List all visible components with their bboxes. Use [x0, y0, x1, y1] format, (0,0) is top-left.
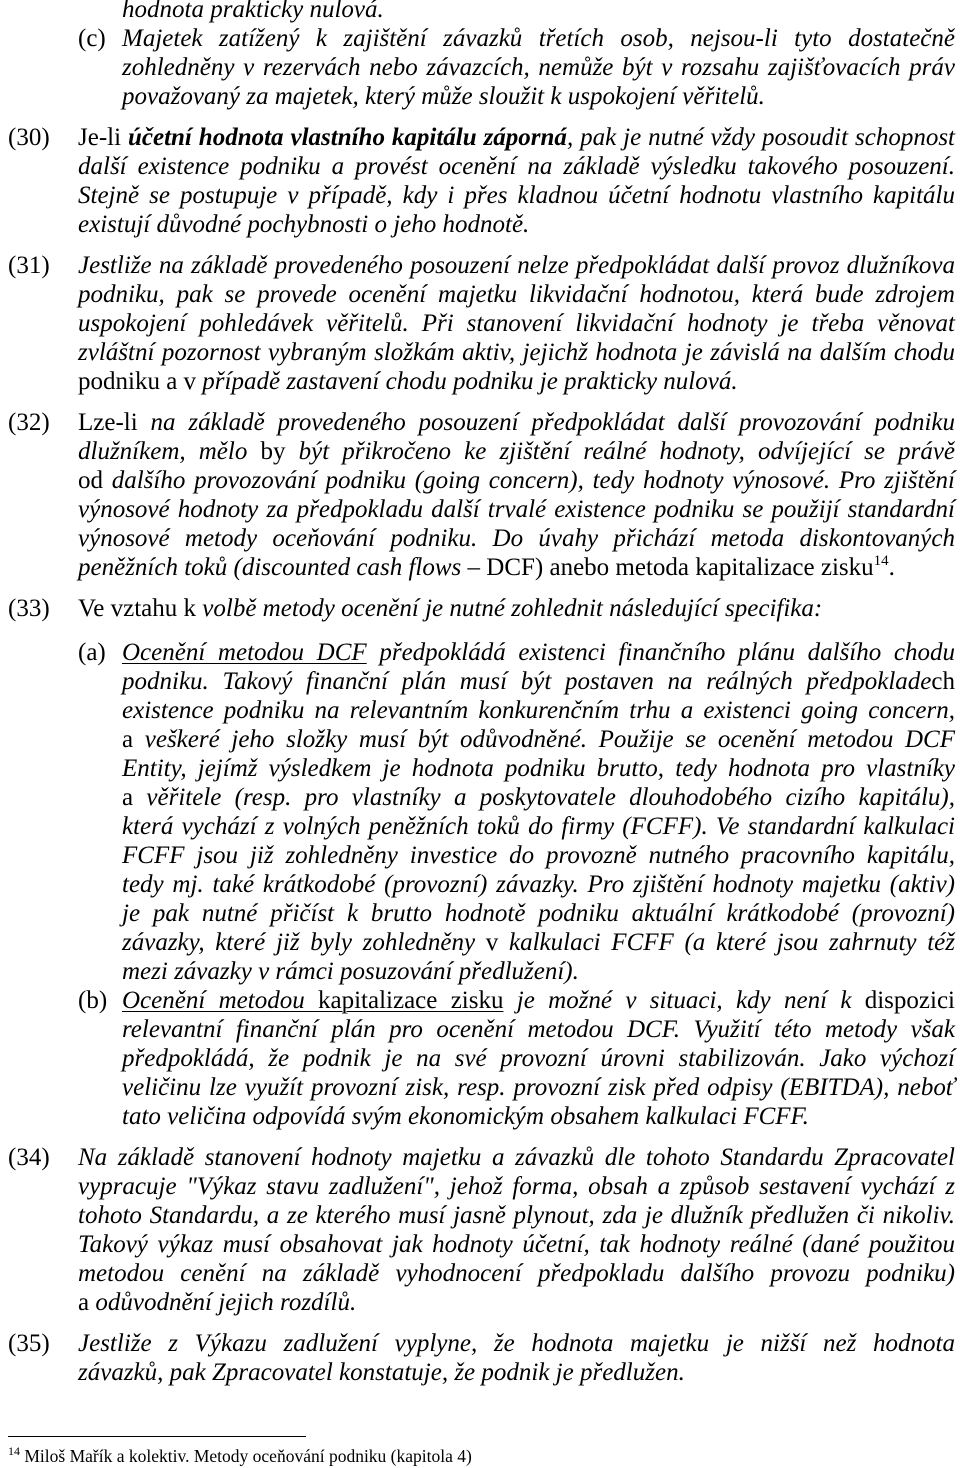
text-run: a — [122, 784, 147, 811]
text-line — [78, 466, 955, 495]
text-run: Entity, jejímž výsledkem je hodnota podniku brutto, tedy hodnota pro vlastníky — [122, 755, 955, 782]
paragraph-33 — [0, 594, 960, 623]
text-run: mezi závazky v rámci posuzování předlužení). — [122, 958, 579, 985]
text-line — [122, 696, 955, 725]
text-run: uspokojení pohledávek věřitelů. Při stanovení likvidační hodnoty je třeba věnovat — [78, 310, 955, 337]
footnote-number: 14 — [8, 1444, 20, 1458]
paragraph-number: (c) — [78, 25, 106, 52]
text-run: od — [78, 467, 112, 494]
text-run: závazky, které již byly zohledněny — [122, 929, 486, 956]
footnote-text: Miloš Mařík a kolektiv. Metody oceňování podniku (kapitola 4) — [24, 1446, 472, 1466]
text-line — [78, 1230, 955, 1259]
text-line — [122, 928, 955, 957]
text-line — [122, 841, 955, 870]
footnote-separator — [8, 1436, 306, 1437]
text-line — [78, 280, 955, 309]
text-run: Na základě stanovení hodnoty majetku a závazků dle tohoto Standardu Zpracovatel — [78, 1144, 955, 1171]
text-line — [78, 437, 955, 466]
text-run: peněžních toků (discounted cash flows – — [78, 554, 487, 581]
paragraph-number: (31) — [8, 252, 50, 279]
text-run: Majetek zatížený k zajištění závazků třetích osob, nejsou-li tyto dostatečně — [122, 25, 955, 52]
text-run: Lze-li — [78, 409, 151, 436]
text-run: DCF) anebo metoda kapitalizace zisku — [486, 554, 874, 581]
text-line — [78, 594, 955, 623]
paragraph-c — [0, 24, 960, 111]
paragraph-b — [0, 986, 960, 1131]
text-line — [78, 1259, 955, 1288]
text-run: Jestliže na základě provedeného posouzení nelze předpokládat další provoz dlužníkova — [78, 252, 955, 279]
text-line — [78, 1201, 955, 1230]
text-run: v — [485, 929, 509, 956]
text-run: předpokládá existenci finančního plánu dalšího chodu — [366, 639, 955, 666]
text-line — [78, 524, 955, 553]
text-line — [122, 957, 955, 986]
text-line — [78, 309, 955, 338]
paragraph-number: (30) — [8, 124, 50, 151]
text-line — [78, 1358, 955, 1387]
text-run: podniku. Takový finanční plán musí být postaven na reálných předpoklade — [122, 668, 932, 695]
text-line — [122, 1044, 955, 1073]
text-line — [122, 1102, 955, 1131]
text-run: , pak je nutné vždy posoudit schopnost — [566, 124, 956, 151]
text-run: být přikročeno ke zjištění reálné hodnoty, odvíjející se právě — [298, 438, 956, 465]
paragraph-34 — [0, 1143, 960, 1317]
text-line — [78, 553, 955, 582]
text-run: relevantní finanční plán pro ocenění metodou DCF. Využití této metody však — [122, 1016, 955, 1043]
text-line — [122, 899, 955, 928]
paragraph-continuation — [0, 0, 960, 24]
paragraph-number: (a) — [78, 639, 106, 666]
text-run: Ocenění metodou DCF — [122, 639, 367, 666]
text-run: věřitele (resp. pro vlastníky a poskytovatele dlouhodobého cizího kapitálu), — [146, 784, 955, 811]
text-run: je pak nutné přičíst k brutto hodnotě podniku aktuální krátkodobé (provozní) — [122, 900, 955, 927]
paragraph-number: (32) — [8, 409, 50, 436]
text-run: ch — [931, 668, 955, 695]
text-line — [78, 210, 955, 239]
text-line — [122, 783, 955, 812]
paragraph-number: (b) — [78, 987, 108, 1014]
text-line — [122, 870, 955, 899]
paragraph-32 — [0, 408, 960, 582]
text-run: dispozici — [864, 987, 955, 1014]
text-run: Stejně se postupuje v případě, kdy i přes kladnou účetní hodnotu vlastního kapitálu — [78, 182, 955, 209]
text-run: FCFF jsou již zohledněny investice do provozně nutného pracovního kapitálu, — [122, 842, 955, 869]
text-run: . — [888, 554, 895, 581]
text-run: výnosové hodnoty za předpokladu další trvalé existence podniku se použijí standardní — [78, 496, 955, 523]
paragraph-number: (34) — [8, 1144, 50, 1171]
text-line — [78, 1172, 955, 1201]
text-line — [122, 986, 955, 1015]
text-line — [122, 754, 955, 783]
text-line — [122, 1015, 955, 1044]
text-run: tato veličina odpovídá svým ekonomickým obsahem kalkulaci FCFF. — [122, 1103, 809, 1130]
text-line — [78, 1143, 955, 1172]
text-run: je možné v situaci, kdy není k — [503, 987, 865, 1014]
text-run: podniku a v — [78, 368, 203, 395]
text-line — [78, 495, 955, 524]
text-line — [122, 725, 955, 754]
text-run: kalkulaci FCFF (a které jsou zahrnuty též — [508, 929, 955, 956]
footnote-reference: 14 — [873, 553, 889, 569]
paragraph-number: (33) — [8, 595, 50, 622]
text-line — [122, 638, 955, 667]
text-run: veličinu lze využít provozní zisk, resp. provozní zisk před odpisy (EBITDA), neboť — [122, 1074, 955, 1101]
paragraph-35 — [0, 1329, 960, 1387]
text-line — [122, 812, 955, 841]
text-run: Jestliže z Výkazu zadlužení vyplyne, že hodnota majetku je nižší než hodnota — [78, 1330, 955, 1357]
text-run: Ve vztahu k — [78, 595, 203, 622]
text-run: další existence podniku a provést ocenění na základě výsledku takového posouzení. — [78, 153, 955, 180]
text-run: dlužníkem, mělo — [78, 438, 261, 465]
text-line — [78, 338, 955, 367]
text-run: tohoto Standardu, a ze kterého musí jasně plynout, zda je dlužník předlužen či nikoliv. — [78, 1202, 955, 1229]
paragraph-31 — [0, 251, 960, 396]
text-line — [78, 181, 955, 210]
text-run: odůvodnění jejich rozdílů. — [95, 1289, 357, 1316]
text-run: Takový výkaz musí obsahovat jak hodnoty účetní, tak hodnoty reálné (dané použitou — [78, 1231, 955, 1258]
text-run: účetní hodnota vlastního kapitálu záporná — [127, 124, 567, 151]
text-run: vypracuje "Výkaz stavu zadlužení", jehož forma, obsah a způsob sestavení vychází z — [78, 1173, 955, 1200]
text-run: kapitalizace zisku — [318, 987, 504, 1014]
text-run: a — [78, 1289, 96, 1316]
text-line — [78, 408, 955, 437]
text-run: Je-li — [78, 124, 128, 151]
paragraph-a — [0, 638, 960, 986]
text-line — [78, 123, 955, 152]
text-run: tedy mj. také krátkodobé (provozní) závazky. Pro zjištění hodnoty majetku (aktiv) — [122, 871, 955, 898]
paragraph-number: (35) — [8, 1330, 50, 1357]
text-line — [122, 24, 955, 53]
text-run: by — [260, 438, 299, 465]
text-line — [122, 0, 955, 24]
text-line — [78, 251, 955, 280]
text-run: dalšího provozování podniku (going concern), tedy hodnoty výnosové. Pro zjištění — [111, 467, 955, 494]
text-line — [122, 53, 955, 82]
text-run: existují důvodné pochybnosti o jeho hodnotě. — [78, 211, 530, 238]
text-run: hodnota prakticky nulová. — [122, 0, 384, 23]
paragraph-30 — [0, 123, 960, 239]
text-run: zohledněny v rezervách nebo závazcích, nemůže být v rozsahu zajišťovacích práv — [122, 54, 955, 81]
text-line — [122, 82, 955, 111]
text-line — [78, 1329, 955, 1358]
text-line — [122, 1073, 955, 1102]
text-run: která vychází z volných peněžních toků do firmy (FCFF). Ve standardní kalkulaci — [122, 813, 955, 840]
text-run: případě zastavení chodu podniku je prakticky nulová. — [202, 368, 738, 395]
text-run: zvláštní pozornost vybraným složkám aktiv, jejichž hodnota je závislá na dalším chodu — [78, 339, 955, 366]
text-run: předpokládá, že podnik je na své provozní úrovni stabilizován. Jako výchozí — [122, 1045, 955, 1072]
text-run: závazků, pak Zpracovatel konstatuje, že podnik je předlužen. — [78, 1359, 685, 1386]
text-run: na základě provedeného posouzení předpokládat další provozování podniku — [150, 409, 955, 436]
text-line — [78, 367, 955, 396]
text-run: Ocenění metodou — [122, 987, 319, 1014]
text-run: podniku, pak se provede ocenění majetku likvidační hodnotou, která bude zdrojem — [78, 281, 955, 308]
text-run: veškeré jeho složky musí být odůvodněné. Použije se ocenění metodou DCF — [144, 726, 955, 753]
text-line — [122, 667, 955, 696]
text-run: volbě metody ocenění je nutné zohlednit následující specifika: — [202, 595, 823, 622]
text-run: existence podniku na relevantním konkurenčním trhu a existenci going concern, — [122, 697, 955, 724]
footnote — [8, 1444, 472, 1468]
text-run: a — [122, 726, 145, 753]
text-run: výnosové metody oceňování podniku. Do úvahy přichází metoda diskontovaných — [78, 525, 955, 552]
text-line — [78, 152, 955, 181]
text-run: považovaný za majetek, který může sloužit k uspokojení věřitelů. — [122, 83, 765, 110]
text-run: metodou cenění na základě vyhodnocení předpokladu dalšího provozu podniku) — [78, 1260, 955, 1287]
text-line — [78, 1288, 955, 1317]
